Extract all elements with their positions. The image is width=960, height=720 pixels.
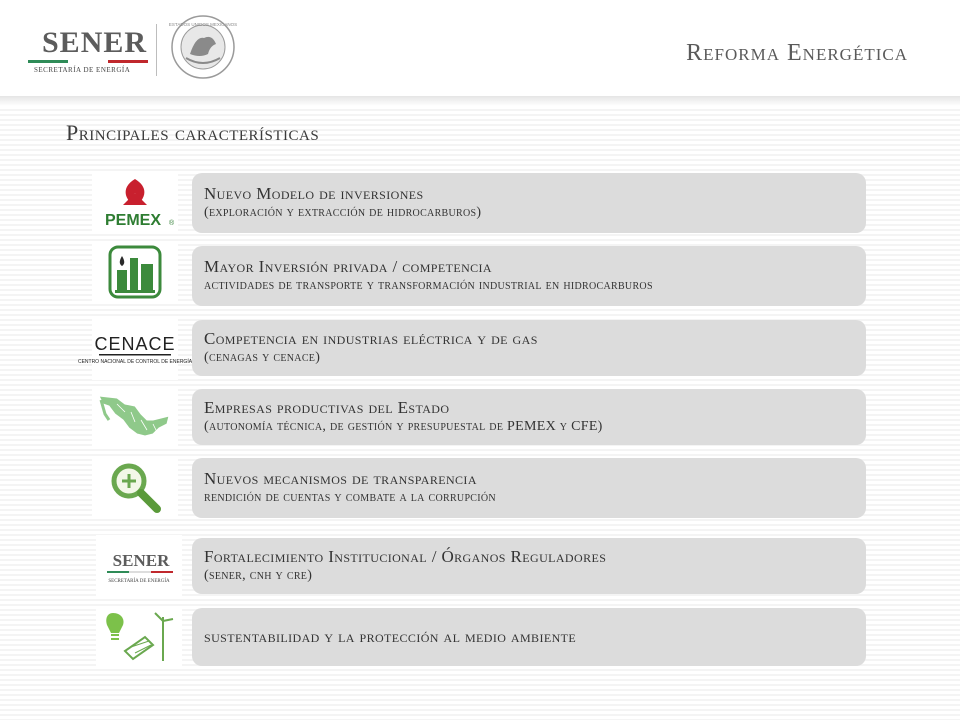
cenace-logo-text: CENACE [94,334,176,354]
row-title: Mayor Inversión privada / competencia [204,257,492,276]
cenace-logo-icon [77,324,193,374]
row-subtitle: (exploración y extracción de hidrocarburos) [204,205,482,220]
row-icon-renewable [96,606,182,668]
row-bar [192,320,866,376]
row-title: Fortalecimiento Institucional / Órganos Reguladores [204,547,607,566]
row-subtitle: (autonomía técnica, de gestión y presupuestal de PEMEX y CFE) [204,419,603,434]
row-title: Empresas productivas del Estado [204,398,450,417]
renewable-energy-icon [97,607,181,667]
header [0,0,960,100]
sener-logo-subtitle: SECRETARÍA DE ENERGÍA [34,66,131,74]
seal-label: ESTADOS UNIDOS MEXICANOS [168,22,238,27]
row-icon-magnifier [92,456,178,518]
row-subtitle: rendición de cuentas y combate a la corrupción [204,490,496,505]
row-title: Competencia en industrias eléctrica y de gas [204,329,538,348]
mexico-seal-icon [170,14,236,80]
sener-logo-word: SENER [42,26,148,59]
row-title: Nuevos mecanismos de transparencia [204,469,477,488]
pemex-logo-text: PEMEX [104,212,162,229]
header-shadow [0,96,960,106]
svg-text:®: ® [169,220,175,227]
flag-bar [28,60,148,63]
section-title: Principales características [66,120,320,145]
cenace-logo-subtext: CENTRO NACIONAL DE CONTROL DE ENERGÍA [77,359,193,365]
row-icon-refinery [92,241,178,303]
magnifier-icon [105,457,165,517]
row-icon-sener [96,535,182,597]
row-subtitle: (sener, cnh y cre) [204,568,313,583]
sener-small-logo-subtext: SECRETARÍA DE ENERGÍA [108,579,170,584]
row-subtitle: actividades de transporte y transformación industrial en hidrocarburos [204,278,653,293]
row-icon-map [92,387,178,449]
sener-logo [28,28,148,74]
header-divider [156,24,157,76]
row-title: Nuevo Modelo de inversiones [204,184,424,203]
row-bar [192,246,866,306]
row-bar [192,608,866,666]
row-bar [192,538,866,594]
sener-small-logo-text: SENER [112,551,170,570]
pemex-logo-icon [95,175,175,231]
row-icon-cenace [77,318,193,380]
row-bar [192,458,866,518]
sener-logo-icon [97,542,181,590]
mexico-map-icon [95,390,175,446]
page-title: Reforma Energética [686,40,908,66]
row-icon-pemex [92,172,178,234]
refinery-icon [107,244,163,300]
row-bar [192,173,866,233]
row-subtitle: (cenagas y cenace) [204,350,321,365]
row-bar [192,389,866,445]
row-title: sustentabilidad y la protección al medio ambiente [204,627,577,646]
